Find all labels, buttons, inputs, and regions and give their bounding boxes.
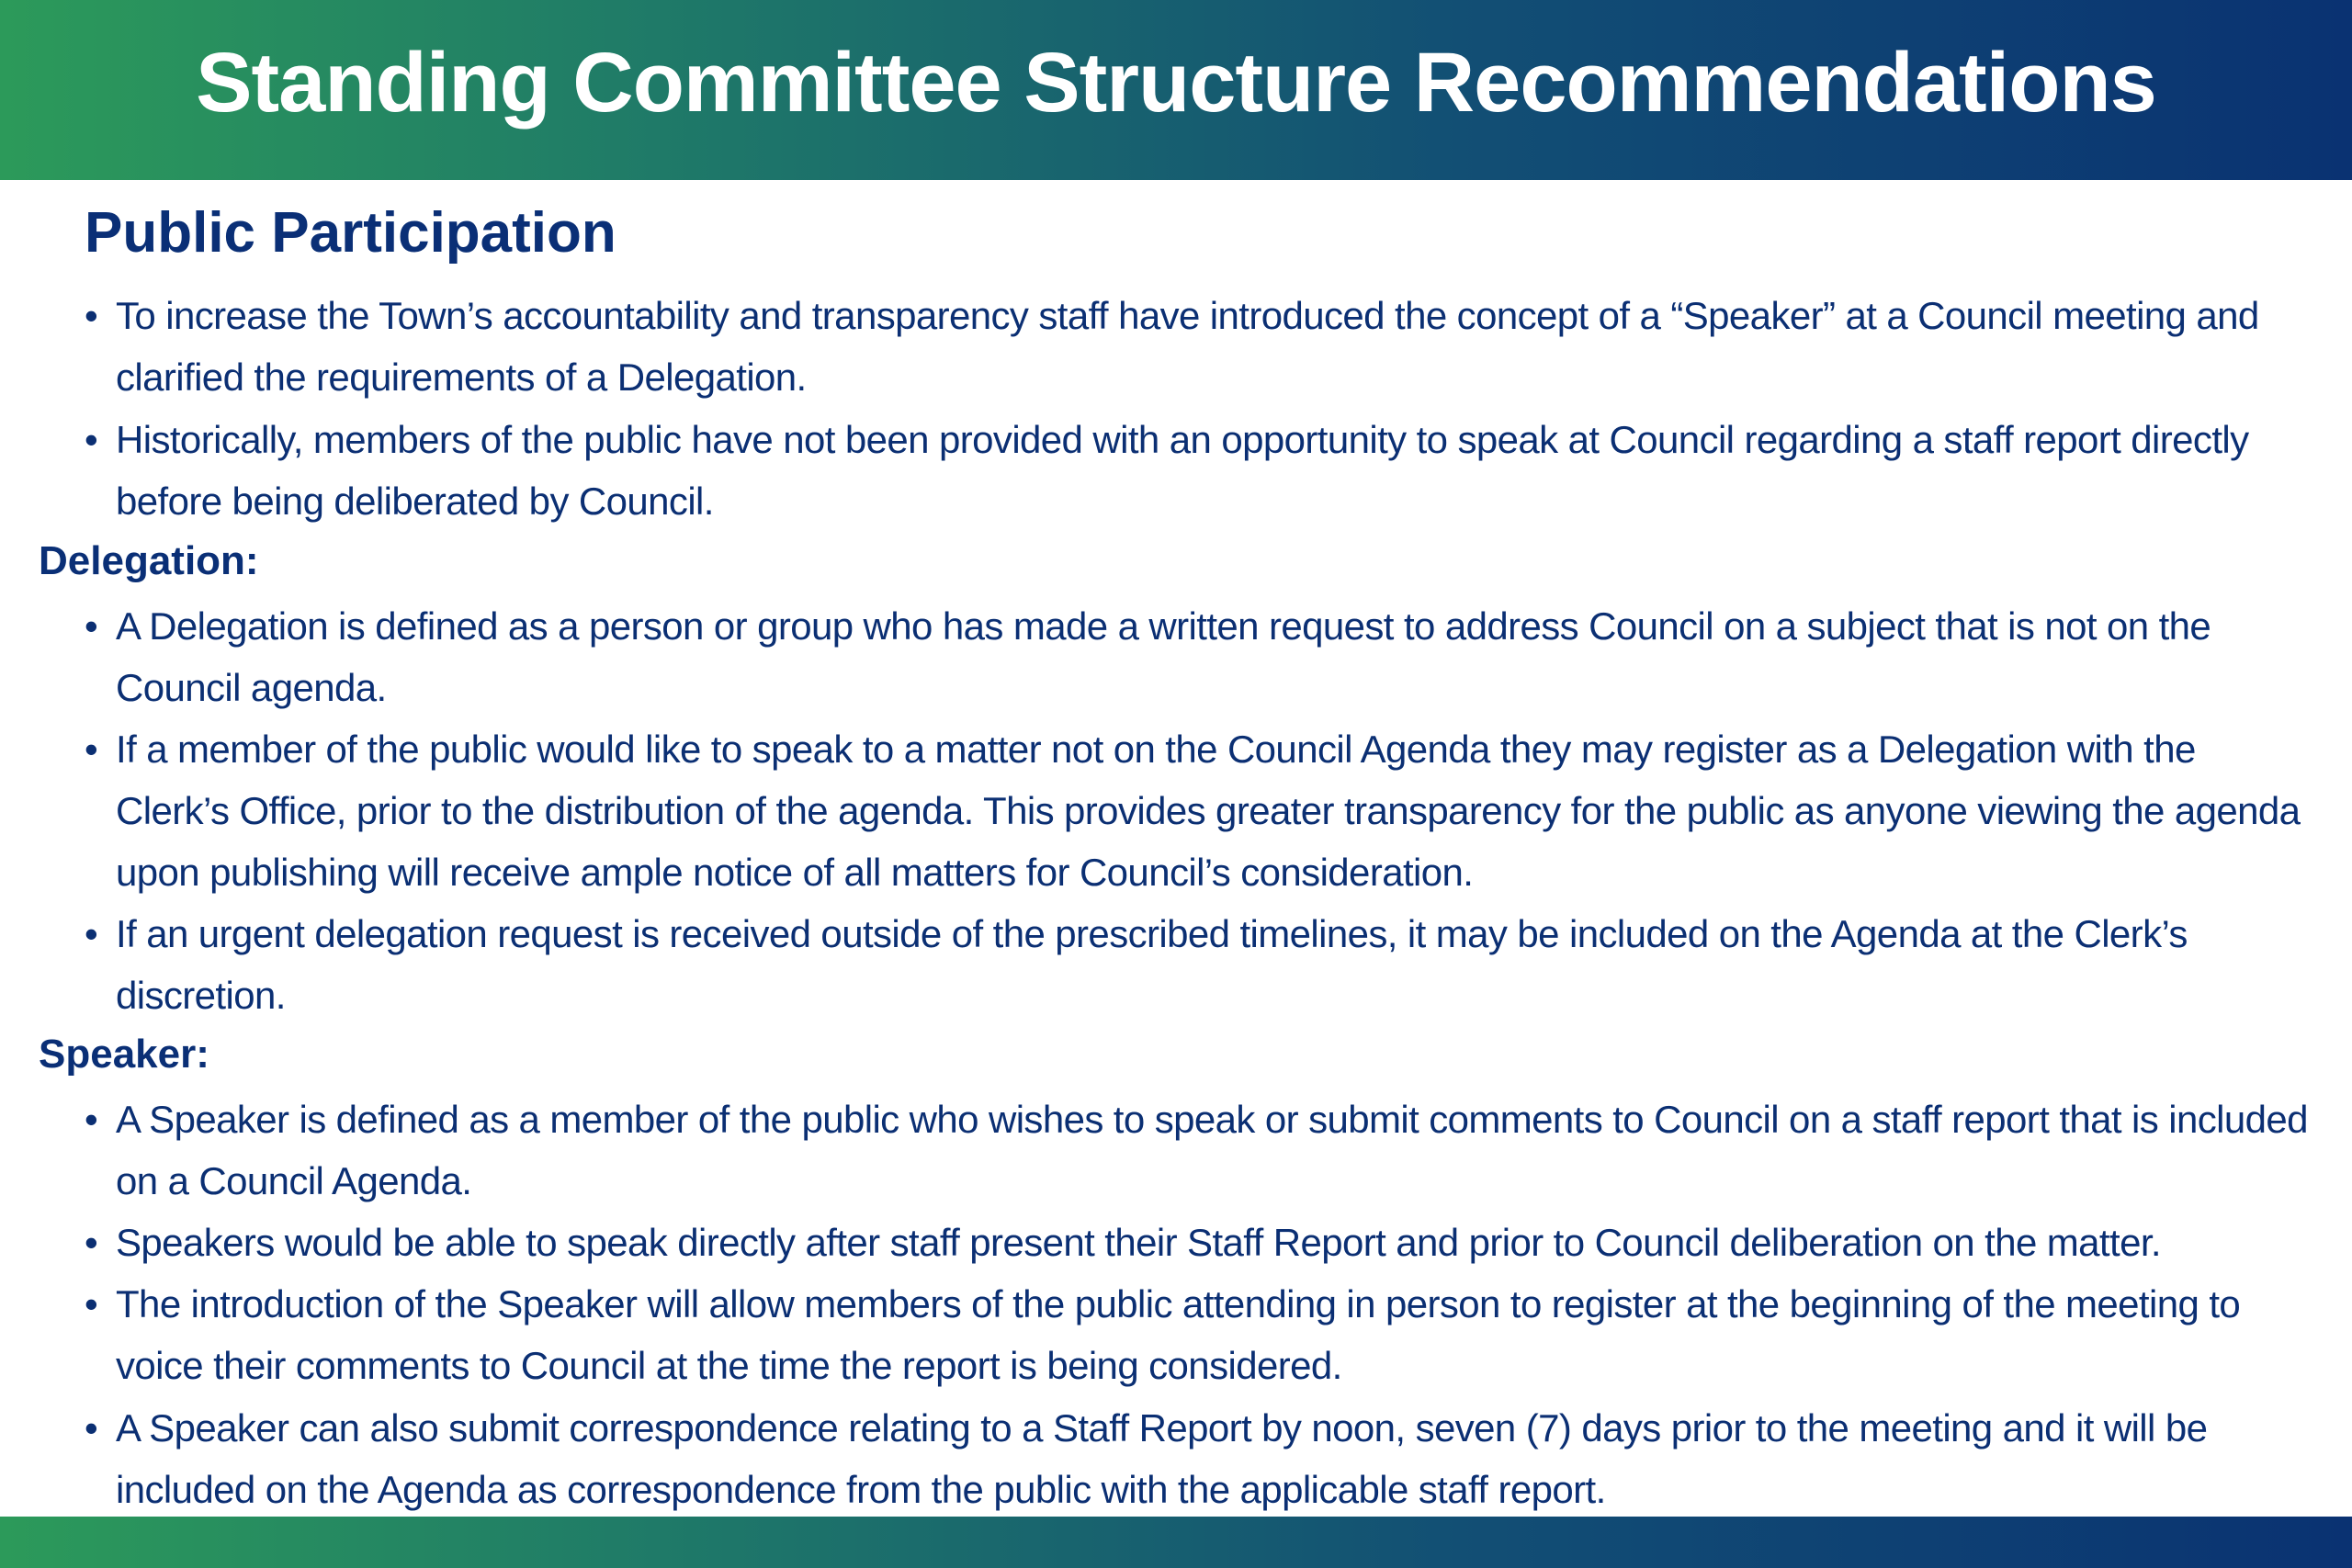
speaker-heading: Speaker: <box>39 1032 209 1077</box>
footer-band <box>0 1517 2352 1568</box>
page-title: Standing Committee Structure Recommendations <box>196 35 2156 130</box>
list-item <box>85 1273 2317 1396</box>
list-item-text: A Speaker is defined as a member of the public who wishes to speak or submit comments to Council on a staff report that is included on a Council Agenda. <box>116 1098 2308 1202</box>
list-item-text: Speakers would be able to speak directly after staff present their Staff Report and prior to Council deliberation on the matter. <box>116 1221 2161 1264</box>
bullet-dot-icon: • <box>85 1406 98 1450</box>
bullet-dot-icon: • <box>85 418 98 461</box>
list-item <box>85 1089 2317 1212</box>
section-title: Public Participation <box>85 201 616 265</box>
list-item-text: If a member of the public would like to speak to a matter not on the Council Agenda they may register as a Delegation with the Clerk’s Office, prior to the distribution of the agenda. This provides greater transparency for the public as anyone viewing the agenda upon publishing will receive ample notice of all matters for Council’s consideration. <box>116 728 2301 894</box>
bullet-dot-icon: • <box>85 294 98 337</box>
bullet-dot-icon: • <box>85 912 98 955</box>
list-item-text: The introduction of the Speaker will allow members of the public attending in person to register at the beginning of the meeting to voice their comments to Council at the time the report is being considered. <box>116 1282 2241 1387</box>
list-item-text: If an urgent delegation request is received outside of the prescribed timelines, it may be included on the Agenda at the Clerk’s discretion. <box>116 912 2188 1017</box>
list-item <box>85 1212 2317 1273</box>
list-item-text: A Speaker can also submit correspondence relating to a Staff Report by noon, seven (7) days prior to the meeting and it will be included on the Agenda as correspondence from the public with the applicable staff report. <box>116 1406 2208 1511</box>
slide-content <box>0 180 2352 1517</box>
list-item <box>85 718 2317 903</box>
bullet-dot-icon: • <box>85 1098 98 1141</box>
bullet-dot-icon: • <box>85 604 98 648</box>
bullet-dot-icon: • <box>85 1282 98 1325</box>
list-item <box>85 1397 2317 1520</box>
bullet-dot-icon: • <box>85 1221 98 1264</box>
list-item-text: To increase the Town’s accountability and transparency staff have introduced the concept of a “Speaker” at a Council meeting and clarified the requirements of a Delegation. <box>116 294 2259 399</box>
delegation-heading: Delegation: <box>39 538 259 583</box>
list-item-text: A Delegation is defined as a person or group who has made a written request to address Council on a subject that is not on the Council agenda. <box>116 604 2211 709</box>
list-item <box>85 285 2317 408</box>
list-item <box>85 903 2317 1026</box>
list-item <box>85 409 2317 532</box>
list-item <box>85 595 2317 718</box>
bullet-dot-icon: • <box>85 728 98 771</box>
list-item-text: Historically, members of the public have not been provided with an opportunity to speak at Council regarding a staff report directly before being deliberated by Council. <box>116 418 2249 523</box>
